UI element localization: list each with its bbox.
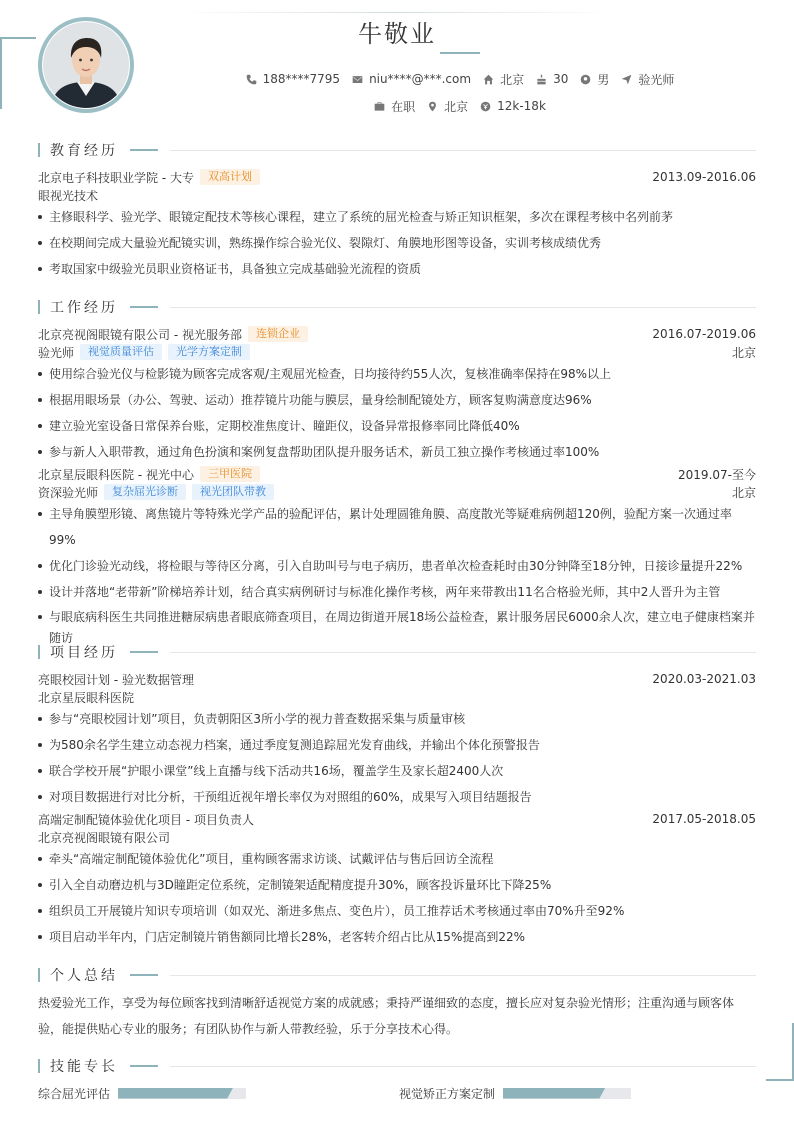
list-item: 项目启动半年内，门店定制镜片销售额同比增长28%，老客转介绍占比从15%提高到22% (38, 924, 756, 950)
skill-fill (118, 1088, 233, 1099)
status-row (230, 97, 690, 115)
school-name: 北京电子科技职业学院 - 大专 (38, 170, 194, 185)
list-item: 在校期间完成大量验光配镜实训，熟练操作综合验光仪、裂隙灯、角膜地形图等设备，实训考核成绩优秀 (38, 230, 756, 256)
project-org: 北京星辰眼科医院 (38, 690, 135, 705)
list-item: 考取国家中级验光员职业资格证书，具备独立完成基础验光流程的资质 (38, 256, 756, 282)
email-item (352, 72, 471, 86)
job-item (621, 71, 674, 88)
skill-label: 综合屈光评估 (38, 1086, 111, 1101)
target-city-item (427, 98, 468, 115)
list-item: 引入全自动磨边机与3D瞳距定位系统，定制镜架适配精度提升30%，顾客投诉量环比下降25% (38, 872, 756, 898)
salary-text: 12k-18k (497, 99, 546, 113)
list-item: 主修眼科学、验光学、眼镜定配技术等核心课程，建立了系统的屈光检查与矫正知识框架，多次在课程考核中名列前茅 (38, 204, 756, 230)
list-item: 使用综合验光仪与检影镜为顾客完成客观/主观屈光检查，日均接待约55人次，复核准确率保持在98%以上 (38, 361, 756, 387)
list-item: 设计并落地“老带新”阶梯培养计划，结合真实病例研讨与标准化操作考核，两年来带教出11名合格验光师，其中2人晋升为主管 (38, 579, 756, 605)
education-section (38, 141, 756, 282)
section-title: 项目经历 (50, 645, 118, 661)
education-bullets (38, 204, 756, 282)
list-item: 联合学校开展“护眼小课堂”线上直播与线下活动共16场，覆盖学生及家长超2400人次 (38, 758, 756, 784)
skill-tag: 光学方案定制 (168, 344, 250, 360)
list-item: 主导角膜塑形镜、离焦镜片等特殊光学产品的验配评估，累计处理圆锥角膜、高度散光等疑难病例超120例，验配方案一次通过率99% (38, 501, 756, 553)
location-pin-icon (427, 101, 438, 112)
list-item: 根据用眼场景（办公、驾驶、运动）推荐镜片功能与膜层，量身绘制配镜处方，顾客复购满意度达96% (38, 387, 756, 413)
gender-text: 男 (597, 72, 610, 87)
project-period: 2017.05-2018.05 (652, 812, 756, 826)
skill-bar (118, 1088, 246, 1099)
skill-label: 视觉矫正方案定制 (399, 1086, 496, 1101)
job-period: 2016.07-2019.06 (652, 327, 756, 341)
job-text: 验光师 (638, 72, 675, 87)
salary-item (480, 99, 546, 113)
section-title: 技能专长 (50, 1059, 118, 1075)
job-location: 北京 (731, 345, 756, 360)
age-item (536, 72, 568, 86)
education-period: 2013.09-2016.06 (652, 170, 756, 184)
skill-item (399, 1084, 631, 1102)
job-location: 北京 (731, 485, 756, 500)
work-section (38, 298, 756, 651)
cake-icon (536, 74, 547, 85)
project-period: 2020.03-2021.03 (652, 672, 756, 686)
company-tag: 连锁企业 (248, 326, 308, 342)
list-item: 参与新人入职带教，通过角色扮演和案例复盘帮助团队提升服务话术，新员工独立操作考核通过率100% (38, 439, 756, 465)
list-item: 对项目数据进行对比分析，干预组近视年增长率仅为对照组的60%，成果写入项目结题报告 (38, 784, 756, 810)
mail-icon (352, 74, 363, 85)
skill-bar (503, 1088, 631, 1099)
email-text: niu****@***.com (369, 72, 472, 86)
company-name: 北京星辰眼科医院 - 视光中心 (38, 467, 194, 482)
summary-text: 热爱验光工作，享受为每位顾客找到清晰舒适视觉方案的成就感；秉持严谨细致的态度，擅长应对复杂验光情形；注重沟通与顾客体验，能提供贴心专业的服务；有团队协作与新人带教经验，乐于分享技术心得。 (38, 996, 735, 1036)
project-name: 高端定制配镜体验优化项目 - 项目负责人 (38, 812, 254, 827)
age-text: 30 (553, 72, 569, 86)
name-underline (440, 52, 480, 54)
project-bullets (38, 846, 756, 950)
list-item: 建立验光室设备日常保养台账，定期校准焦度计、瞳距仪，设备异常报修率同比降低40% (38, 413, 756, 439)
job-bullets (38, 501, 756, 651)
status-item (374, 98, 415, 115)
top-divider (176, 12, 616, 13)
project-org: 北京亮视阁眼镜有限公司 (38, 830, 171, 845)
status-text: 在职 (391, 99, 416, 114)
project-name: 亮眼校园计划 - 验光数据管理 (38, 672, 194, 687)
job-role-line (38, 483, 756, 501)
job-role: 验光师 (38, 345, 75, 360)
section-title: 工作经历 (50, 300, 118, 316)
section-title: 个人总结 (50, 968, 118, 984)
job-role: 资深验光师 (38, 485, 99, 500)
school-tag: 双高计划 (200, 169, 260, 185)
skills-section (38, 1057, 756, 1102)
money-icon (480, 101, 491, 112)
skill-tag: 视光团队带教 (192, 484, 274, 500)
user-icon (580, 74, 591, 85)
skill-fill (503, 1088, 605, 1099)
corner-decoration-bottom-right (766, 1023, 794, 1081)
summary-section (38, 966, 756, 1042)
project-header (38, 810, 756, 828)
home-icon (483, 74, 494, 85)
job-bullets (38, 361, 756, 465)
list-item: 与眼底病科医生共同推进糖尿病患者眼底筛查项目，在周边街道开展18场公益检查，累计服务居民6000余人次，建立电子健康档案并随访 (38, 605, 756, 651)
briefcase-icon (374, 101, 385, 112)
gender-item (580, 71, 609, 88)
list-item: 组织员工开展镜片知识专项培训（如双光、渐进多焦点、变色片），员工推荐话术考核通过率由70%升至92% (38, 898, 756, 924)
contact-row (230, 70, 690, 88)
list-item: 牵头“高端定制配镜体验优化”项目，重构顾客需求访谈、试戴评估与售后回访全流程 (38, 846, 756, 872)
phone-item (246, 72, 340, 86)
phone-text: 188****7795 (262, 72, 341, 86)
education-header (38, 168, 756, 186)
list-item: 为580余名学生建立动态视力档案，通过季度复测追踪屈光发育曲线，并输出个体化预警报告 (38, 732, 756, 758)
company-tag: 三甲医院 (200, 466, 260, 482)
skill-item (38, 1084, 399, 1102)
list-item: 参与“亮眼校园计划”项目，负责朝阳区3所小学的视力普查数据采集与质量审核 (38, 706, 756, 732)
target-city-text: 北京 (444, 99, 469, 114)
city-item (483, 71, 524, 88)
projects-section (38, 643, 756, 950)
send-icon (621, 74, 632, 85)
candidate-name: 牛敬业 (358, 20, 436, 48)
skill-tag: 复杂屈光诊断 (104, 484, 186, 500)
section-title: 教育经历 (50, 143, 118, 159)
job-header (38, 325, 756, 343)
phone-icon (246, 74, 257, 85)
city-text: 北京 (500, 72, 525, 87)
skill-tag: 视觉质量评估 (80, 344, 162, 360)
company-name: 北京亮视阁眼镜有限公司 - 视光服务部 (38, 327, 242, 342)
project-header (38, 670, 756, 688)
project-bullets (38, 706, 756, 810)
major: 眼视光技术 (38, 188, 99, 203)
job-header (38, 465, 756, 483)
job-role-line (38, 343, 756, 361)
job-period: 2019.07-至今 (678, 467, 756, 482)
list-item: 优化门诊验光动线，将检眼与等待区分离，引入自助叫号与电子病历，患者单次检查耗时由30分钟降至18分钟，日接诊量提升22% (38, 553, 756, 579)
